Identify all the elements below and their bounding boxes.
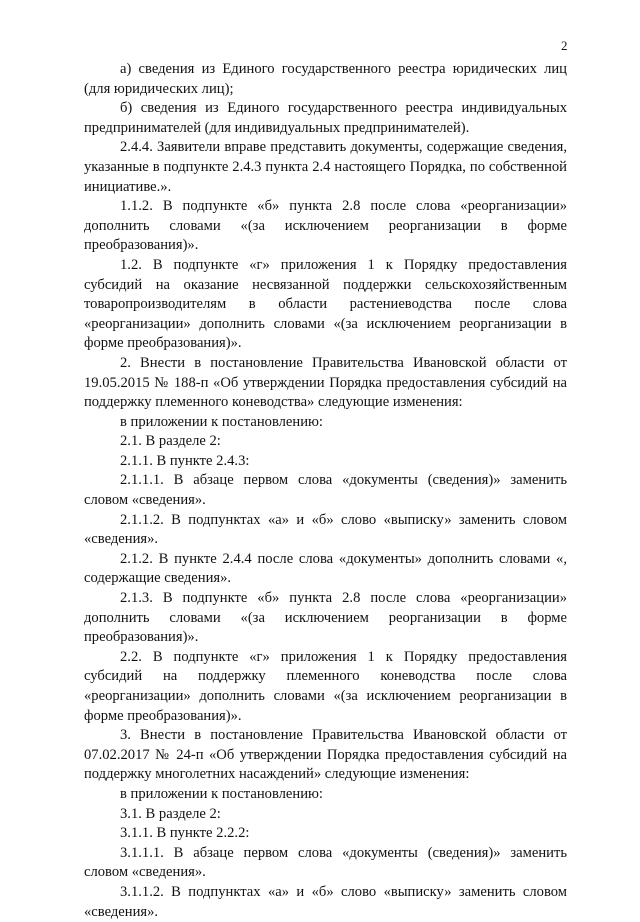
paragraph: 3.1.1. В пункте 2.2.2: <box>120 825 250 842</box>
paragraph: 1.2. В подпункте «г» приложения 1 к Порядку предоставления субсидий на оказание несвязанной поддержки сельскохозяйственным товаропроизводителям в области растениеводства после слова «реорганизации» дополнить словами «(за исключением реорганизации в форме преобразования)». <box>84 256 567 352</box>
paragraph: 3.1.1.1. В абзаце первом слова «документы (сведения)» заменить словом «сведения». <box>84 844 567 881</box>
page-number: 2 <box>561 38 568 53</box>
paragraph: в приложении к постановлению: <box>120 413 323 430</box>
paragraph: б) сведения из Единого государственного реестра индивидуальных предпринимателей (для индивидуальных предпринимателей). <box>84 100 567 136</box>
paragraph: 2.1.2. В пункте 2.4.4 после слова «документы» дополнить словами «, содержащие сведения». <box>84 550 567 587</box>
paragraph: 2.1.1.1. В абзаце первом слова «документы (сведения)» заменить словом «сведения». <box>84 472 567 509</box>
paragraph: 3.1.1.2. В подпунктах «а» и «б» слово «выписку» заменить словом «сведения». <box>84 883 567 920</box>
document-body <box>84 60 567 922</box>
paragraph: 2. Внести в постановление Правительства Ивановской области от 19.05.2015 № 188-п «Об утверждении Порядка предоставления субсидий на поддержку племенного коневодства» следующие изменения: <box>84 354 567 411</box>
paragraph: 3. Внести в постановление Правительства Ивановской области от 07.02.2017 № 24-п «Об утверждении Порядка предоставления субсидий на поддержку многолетних насаждений» следующие изменения: <box>84 727 567 783</box>
paragraph: 2.2. В подпункте «г» приложения 1 к Порядку предоставления субсидий на поддержку племенного коневодства после слова «реорганизации» дополнить словами «(за исключением реорганизации в форме преобразования)». <box>84 648 567 724</box>
paragraph: 3.1. В разделе 2: <box>120 805 221 822</box>
paragraph: 2.1. В разделе 2: <box>120 433 221 450</box>
paragraph: в приложении к постановлению: <box>120 785 323 802</box>
paragraph: 2.4.4. Заявители вправе представить документы, содержащие сведения, указанные в подпункте 2.4.3 пункта 2.4 настоящего Порядка, по собственной инициативе.». <box>84 139 567 195</box>
paragraph: 2.1.1.2. В подпунктах «а» и «б» слово «выписку» заменить словом «сведения». <box>84 511 567 548</box>
paragraph: 2.1.3. В подпункте «б» пункта 2.8 после слова «реорганизации» дополнить словами «(за исключением реорганизации в форме преобразования)». <box>84 590 567 646</box>
paragraph: 2.1.1. В пункте 2.4.3: <box>120 452 250 469</box>
paragraph: а) сведения из Единого государственного реестра юридических лиц (для юридических лиц); <box>84 61 567 97</box>
paragraph: 1.1.2. В подпункте «б» пункта 2.8 после слова «реорганизации» дополнить словами «(за исключением реорганизации в форме преобразования)». <box>84 198 567 254</box>
